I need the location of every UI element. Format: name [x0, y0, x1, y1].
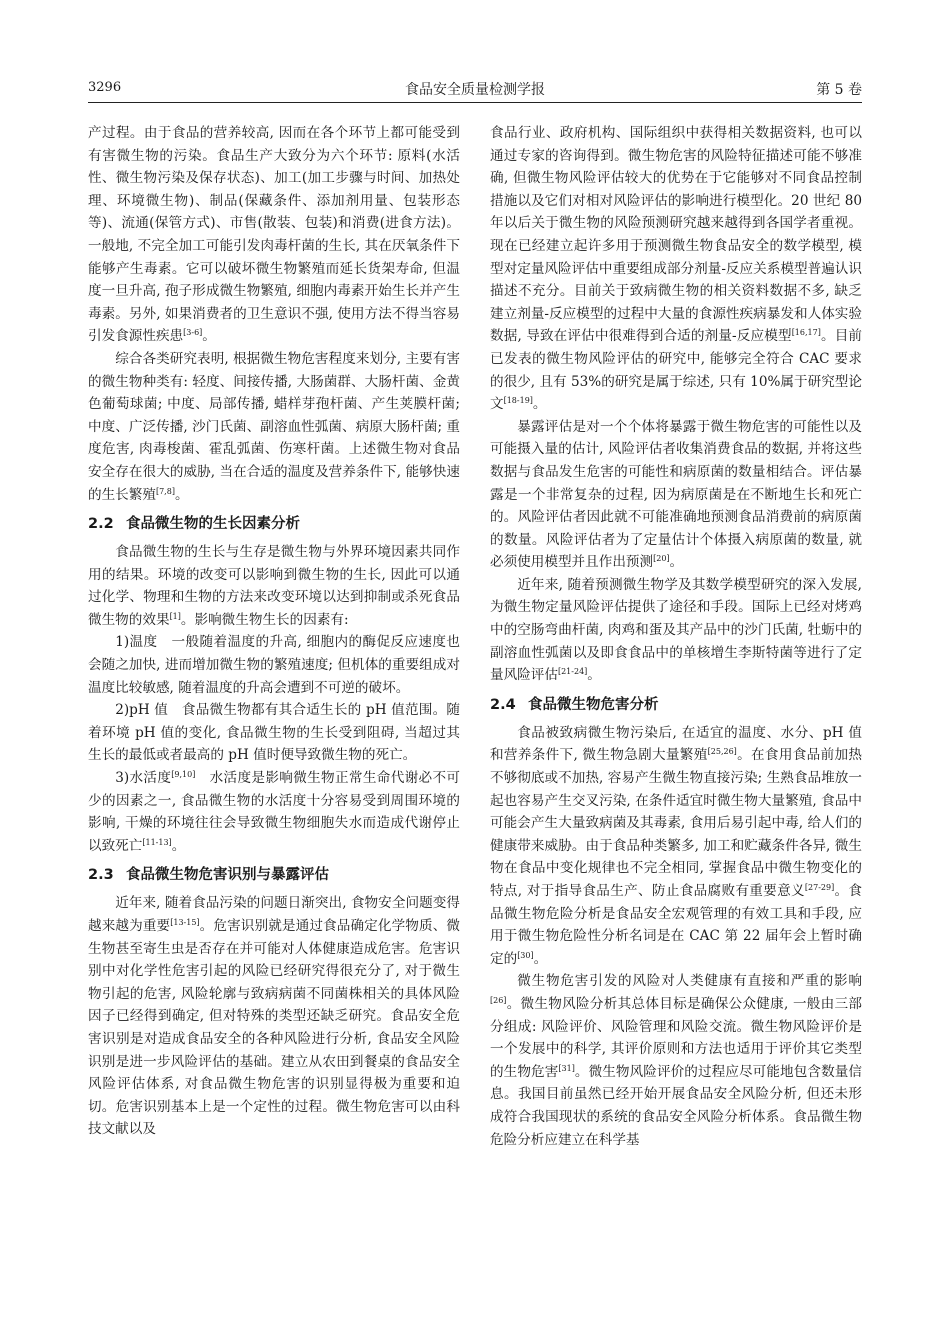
- citation: [3-6]: [183, 328, 203, 338]
- citation: [21-24]: [557, 667, 588, 677]
- paragraph: 近年来, 随着预测微生物学及其数学模型研究的深入发展, 为微生物定量风险评估提供了途径和手段。国际上已经对烤鸡中的空肠弯曲杆菌, 肉鸡和蛋及其产品中的沙门氏菌, 牡蛎中的副溶血性弧菌以及即食食品中的单核增生李斯特菌等进行了定量风险评估[21-24]。: [490, 576, 862, 684]
- paragraph: 食品行业、政府机构、国际组织中获得相关数据资料, 也可以通过专家的咨询得到。微生物危害的风险特征描述可能不够准确, 但微生物风险评估较大的优势在于它能够对不同食品控制措施以及它们对相对风险评估的影响进行模型化。20 世纪 80 年以后关于微生物的风险预测研究越来越得到各国学者重视。现在已经建立起许多用于预测微生物食品安全的数学模型, 模型对定量风险评估中重要组成部分剂量-反应关系模型普遍认识描述不充分。目前关于致病微生物的相关资料数据不多, 缺乏建立剂量-反应模型的过程中大量的食源性疾病暴发和人体实验数据, 导致在评估中很难得到合适的剂量-反应模型[16,17]。目前已发表的微生物风险评估的研究中, 能够完全符合 CAC 要求的很少, 且有 53%的研究是属于综述, 只有 10%属于研究型论文[18-19]。: [490, 125, 863, 413]
- citation: [1]: [169, 611, 181, 621]
- list-item-water-activity: 3)水活度[9,10] 水活度是影响微生物正常生命代谢必不可少的因素之一, 食品微生物的水活度十分容易受到周围环境的影响, 干燥的环境往往会导致微生物细胞失水而造成代谢停止以致死亡[11-13]。: [88, 770, 461, 854]
- paragraph: 食品微生物的生长与生存是微生物与外界环境因素共同作用的结果。环境的改变可以影响到微生物的生长, 因此可以通过化学、物理和生物的方法来改变环境以达到抑制或杀死食品微生物的效果[1]。影响微生物生长的因素有:: [88, 544, 460, 628]
- paragraph: 暴露评估是对一个个体将暴露于微生物危害的可能性以及可能摄入量的估计, 风险评估者收集消费食品的数据, 并将这些数据与食品发生危害的可能性和病原菌的数量相结合。评估暴露是一个非常复杂的过程, 因为病原菌是在不断地生长和死亡的。风险评估者因此就不可能准确地预测食品消费前的病原菌的数量。风险评估者为了定量估计个体摄入病原菌的数量, 就必须使用模型并且作出预测[20]。: [490, 418, 862, 571]
- citation: [31]: [558, 1063, 575, 1073]
- paragraph: 食品被致病微生物污染后, 在适宜的温度、水分、pH 值和营养条件下, 微生物急剧大量繁殖[25,26]。在食用食品前加热不够彻底或不加热, 容易产生微生物直接污染; 生熟食品堆放一起也容易产生交叉污染, 在条件适宜时微生物大量繁殖, 食品中可能会产生大量致病菌及其毒素, 食用后易引起中毒, 给人们的健康带来威胁。由于食品种类繁多, 加工和贮藏条件各异, 微生物在食品中变化规律也不完全相同, 掌握食品中微生物变化的特点, 对于指导食品生产、防止食品腐败有重要意义[27-29]。食品微生物危险分析是食品安全宏观管理的有效工具和手段, 应用于微生物危险性分析名词是在 CAC 第 22 届年会上暂时确定的[30]。: [490, 724, 863, 967]
- volume-label: 第 5 卷: [816, 82, 862, 98]
- section-heading-2-3: 2.3 食品微生物危害识别与暴露评估: [88, 867, 329, 884]
- citation: [26]: [490, 995, 507, 1005]
- citation: [25,26]: [707, 747, 737, 757]
- paragraph: 综合各类研究表明, 根据微生物危害程度来划分, 主要有害的微生物种类有: 轻度、间接传播, 大肠菌群、大肠杆菌、金黄色葡萄球菌; 中度、局部传播, 蜡样芽孢杆菌、产生荚膜杆菌; 中度、广泛传播, 沙门氏菌、副溶血性弧菌、病原大肠杆菌; 重度危害, 肉毒梭菌、霍乱弧菌、伤寒杆菌。上述微生物对食品安全存在很大的威胁, 当在合适的温度及营养条件下, 能够快速的生长繁殖[7,8]。: [88, 350, 460, 503]
- citation: [18-19]: [503, 396, 533, 406]
- page-number: 3296: [88, 80, 122, 95]
- right-column: [490, 122, 862, 1151]
- citation: [13-15]: [170, 918, 200, 927]
- citation: [9,10]: [171, 770, 196, 780]
- paragraph: 产过程。由于食品的营养较高, 因而在各个环节上都可能受到有害微生物的污染。食品生产大致分为六个环节: 原料(水活性、微生物污染及保存状态)、加工(加工步骤与时间、加热处理、环境微生物)、制品(保藏条件、添加剂用量、包装形态等)、流通(保管方式)、市售(散装、包装)和消费(进食方法)。一般地, 不完全加工可能引发肉毒杆菌的生长, 其在厌氧条件下能够产生毒素。它可以破坏微生物繁殖而延长货架寿命, 但温度一旦升高, 孢子形成微生物繁殖, 细胞内毒素开始生长并产生毒素。另外, 如果消费者的卫生意识不强, 使用方法不得当容易引发食源性疾患[3-6]。: [88, 125, 460, 345]
- citation: [7,8]: [155, 486, 175, 496]
- running-header: [88, 78, 862, 103]
- citation: [16,17]: [791, 328, 821, 338]
- section-heading-2-2: 2.2 食品微生物的生长因素分析: [88, 516, 300, 533]
- citation: [30]: [517, 950, 534, 960]
- section-heading-2-4: 2.4 食品微生物危害分析: [490, 696, 659, 713]
- left-column: [88, 122, 460, 1141]
- list-item-ph: 2)pH 值 食品微生物都有其合适生长的 pH 值范围。随着环境 pH 值的变化, 食品微生物的生长受到阻碍, 当超过其生长的最低或者最高的 pH 值时便导致微生物的死亡。: [88, 702, 460, 764]
- citation: [20]: [653, 554, 670, 564]
- list-item-temperature: 1)温度 一般随着温度的升高, 细胞内的酶促反应速度也会随之加快, 进而增加微生物的繁殖速度; 但机体的重要组成对温度比较敏感, 随着温度的升高会遭到不可逆的破坏。: [88, 634, 460, 696]
- citation: [27-29]: [804, 883, 835, 892]
- paragraph: 近年来, 随着食品污染的问题日渐突出, 食物安全问题变得越来越为重要[13-15]。危害识别就是通过食品确定化学物质、微生物甚至寄生虫是否存在并可能对人体健康造成危害。危害识别中对化学性危害引起的风险已经研究得很充分了, 对于微生物引起的危害, 风险轮廓与致病病菌不同菌株相关的具体风险因子已经得到确定, 但对特殊的类型还缺乏研究。食品安全危害识别是对造成食品安全的各种风险进行分析, 食品安全风险识别是进一步风险评估的基础。建立从农田到餐桌的食品安全风险评估体系, 对食品微生物危害的识别显得极为重要和迫切。危害识别基本上是一个定性的过程。微生物危害可以由科技文献以及: [88, 895, 461, 1138]
- journal-title: 食品安全质量检测学报: [405, 82, 545, 98]
- paragraph: 微生物危害引发的风险对人类健康有直接和严重的影响[26]。微生物风险分析其总体目标是确保公众健康, 一般由三部分组成: 风险评价、风险管理和风险交流。微生物风险评价是一个发展中的科学, 其评价原则和方法也适用于评价其它类型的生物危害[31]。微生物风险评价的过程应尽可能地包含数量信息。我国目前虽然已经开始开展食品安全风险分析, 但还未形成符合我国现状的系统的食品安全风险分析体系。食品微生物危险分析应建立在科学基: [490, 973, 863, 1148]
- citation: [11-13]: [142, 837, 172, 847]
